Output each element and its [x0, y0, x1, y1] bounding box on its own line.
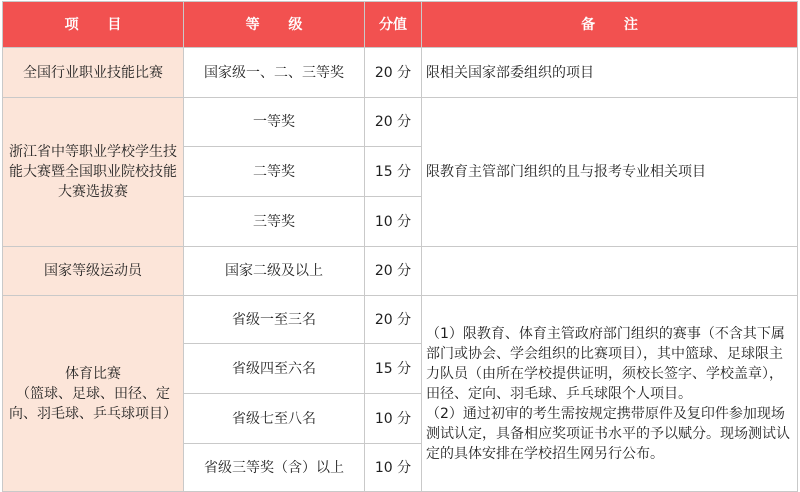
remark-paragraph-2: （2）通过初审的考生需按规定携带原件及复印件参加现场测试认定，具备相应奖项证书水平的予以赋分。现场测试认定的具体安排在学校招生网另行公布。 — [426, 405, 790, 462]
score-cell: 20 分 — [365, 48, 422, 98]
header-score: 分值 — [365, 2, 422, 48]
level-cell: 省级三等奖（含）以上 — [184, 444, 365, 492]
level-cell: 二等奖 — [184, 147, 365, 197]
project-cell: 全国行业职业技能比赛 — [3, 48, 184, 98]
remark-cell — [422, 247, 798, 296]
score-cell: 10 分 — [365, 394, 422, 444]
table-row — [3, 247, 798, 296]
project-title: 体育比赛 — [65, 365, 121, 382]
project-cell — [3, 296, 184, 492]
project-cell: 浙江省中等职业学校学生技能大赛暨全国职业院校技能大赛选拔赛 — [3, 98, 184, 247]
score-cell: 20 分 — [365, 296, 422, 344]
remark-cell: 限教育主管部门组织的且与报考专业相关项目 — [422, 98, 798, 247]
level-cell: 国家二级及以上 — [184, 247, 365, 296]
level-cell: 省级七至八名 — [184, 394, 365, 444]
score-cell: 15 分 — [365, 344, 422, 394]
header-level: 等 级 — [184, 2, 365, 48]
project-cell: 国家等级运动员 — [3, 247, 184, 296]
table-row — [3, 48, 798, 98]
level-cell: 一等奖 — [184, 98, 365, 147]
table-row — [3, 296, 798, 344]
project-subtitle: （篮球、足球、田径、定向、羽毛球、乒乓球项目） — [9, 385, 177, 422]
score-cell: 10 分 — [365, 197, 422, 247]
remark-cell: 限相关国家部委组织的项目 — [422, 48, 798, 98]
score-cell: 15 分 — [365, 147, 422, 197]
table-header-row — [3, 2, 798, 48]
level-cell: 省级一至三名 — [184, 296, 365, 344]
score-cell: 10 分 — [365, 444, 422, 492]
remark-paragraph-1: （1）限教育、体育主管政府部门组织的赛事（不含其下属部门或协会、学会组织的比赛项目），其中篮球、足球限主力队员（由所在学校提供证明，须校长签字、学校盖章），田径、定向、羽毛球、乒乓球限个人项目。 — [426, 325, 785, 402]
scoring-table — [2, 1, 798, 492]
remark-cell — [422, 296, 798, 492]
level-cell: 省级四至六名 — [184, 344, 365, 394]
header-remarks: 备 注 — [422, 2, 798, 48]
score-cell: 20 分 — [365, 98, 422, 147]
level-cell: 三等奖 — [184, 197, 365, 247]
header-project: 项 目 — [3, 2, 184, 48]
score-cell: 20 分 — [365, 247, 422, 296]
table-row — [3, 98, 798, 147]
scoring-table-container — [2, 1, 798, 492]
level-cell: 国家级一、二、三等奖 — [184, 48, 365, 98]
